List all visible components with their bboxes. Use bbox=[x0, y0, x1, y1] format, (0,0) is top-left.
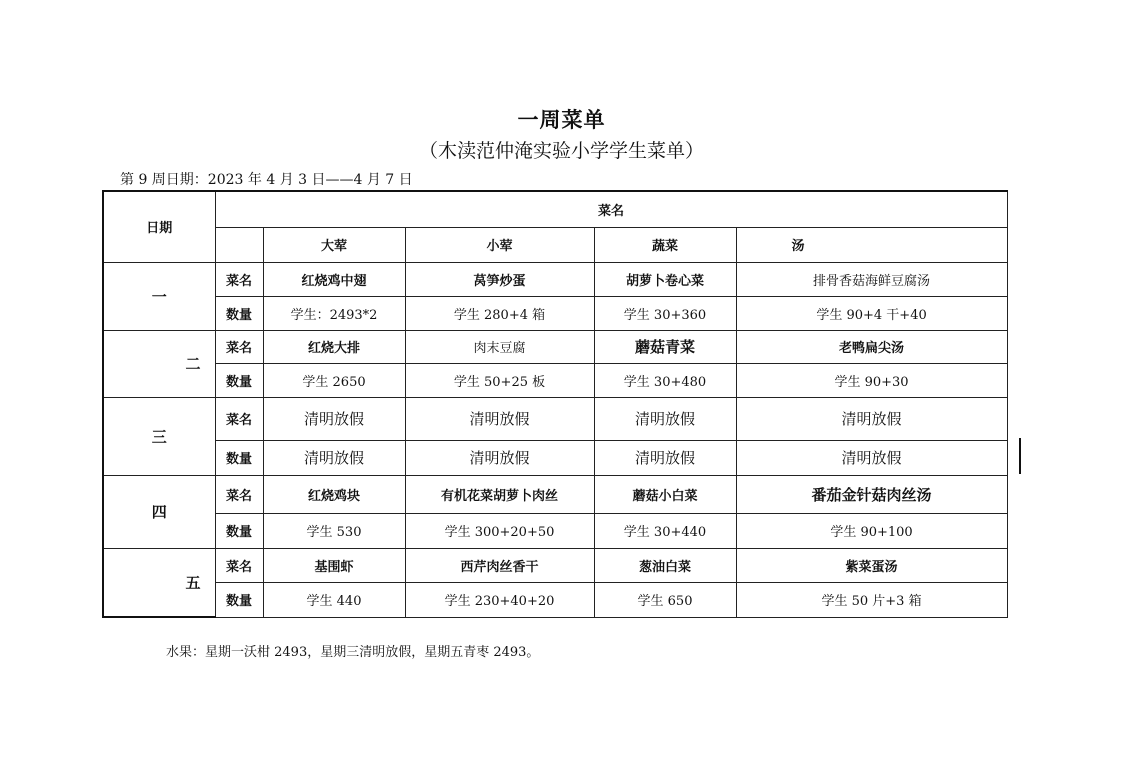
row-label-name: 菜名 bbox=[215, 475, 263, 513]
dish-cell: 清明放假 bbox=[594, 397, 736, 440]
date-header: 日期 bbox=[103, 191, 215, 262]
day-cell-thu: 四 bbox=[103, 475, 215, 548]
dish-cell: 清明放假 bbox=[736, 397, 1007, 440]
quantity-cell: 学生 90+30 bbox=[736, 363, 1007, 397]
dish-cell: 清明放假 bbox=[405, 397, 594, 440]
day-cell-fri: 五 bbox=[103, 548, 215, 617]
page-title: 一周菜单 bbox=[517, 107, 606, 132]
row-label-name: 菜名 bbox=[215, 548, 263, 582]
row-label-quantity: 数量 bbox=[215, 363, 263, 397]
dish-cell: 基围虾 bbox=[263, 548, 405, 582]
dish-cell: 排骨香菇海鲜豆腐汤 bbox=[736, 262, 1007, 296]
fruit-note: 水果：星期一沃柑 2493，星期三清明放假，星期五青枣 2493。 bbox=[166, 645, 540, 660]
dish-cell: 有机花菜胡萝卜肉丝 bbox=[405, 475, 594, 513]
quantity-cell: 清明放假 bbox=[736, 440, 1007, 475]
column-header-light-meat: 小荤 bbox=[405, 227, 594, 262]
page-subtitle: （木渎范仲淹实验小学学生菜单） bbox=[418, 140, 704, 162]
row-label-quantity: 数量 bbox=[215, 296, 263, 330]
quantity-cell: 清明放假 bbox=[263, 440, 405, 475]
quantity-cell: 学生 50+25 板 bbox=[405, 363, 594, 397]
row-label-quantity: 数量 bbox=[215, 440, 263, 475]
row-label-quantity: 数量 bbox=[215, 582, 263, 617]
dish-cell: 红烧鸡块 bbox=[263, 475, 405, 513]
dish-cell: 胡萝卜卷心菜 bbox=[594, 262, 736, 296]
dish-cell: 蘑菇小白菜 bbox=[594, 475, 736, 513]
quantity-cell: 学生 30+360 bbox=[594, 296, 736, 330]
quantity-cell: 学生 30+440 bbox=[594, 513, 736, 548]
quantity-cell: 学生 300+20+50 bbox=[405, 513, 594, 548]
row-label-name: 菜名 bbox=[215, 262, 263, 296]
dish-cell: 肉末豆腐 bbox=[405, 330, 594, 363]
quantity-cell: 清明放假 bbox=[405, 440, 594, 475]
menu-table bbox=[102, 190, 1008, 618]
quantity-cell: 学生 650 bbox=[594, 582, 736, 617]
column-header-meat: 大荤 bbox=[263, 227, 405, 262]
day-cell-mon: 一 bbox=[103, 262, 215, 330]
quantity-cell: 学生 230+40+20 bbox=[405, 582, 594, 617]
dish-cell: 西芹肉丝香干 bbox=[405, 548, 594, 582]
quantity-cell: 学生：2493*2 bbox=[263, 296, 405, 330]
dish-cell: 莴笋炒蛋 bbox=[405, 262, 594, 296]
dish-cell: 葱油白菜 bbox=[594, 548, 736, 582]
column-header-soup: 汤 bbox=[736, 227, 1007, 262]
day-cell-tue: 二 bbox=[103, 330, 215, 397]
column-header-vegetable: 蔬菜 bbox=[594, 227, 736, 262]
quantity-cell: 学生 2650 bbox=[263, 363, 405, 397]
row-label-quantity: 数量 bbox=[215, 513, 263, 548]
quantity-cell: 学生 50 片+3 箱 bbox=[736, 582, 1007, 617]
week-date-line: 第 9 周日期：2023 年 4 月 3 日——4 月 7 日 bbox=[120, 172, 413, 188]
quantity-cell: 清明放假 bbox=[594, 440, 736, 475]
quantity-cell: 学生 90+100 bbox=[736, 513, 1007, 548]
dish-cell: 红烧大排 bbox=[263, 330, 405, 363]
quantity-cell: 学生 440 bbox=[263, 582, 405, 617]
quantity-cell: 学生 280+4 箱 bbox=[405, 296, 594, 330]
row-label-name: 菜名 bbox=[215, 330, 263, 363]
quantity-cell: 学生 530 bbox=[263, 513, 405, 548]
day-cell-wed: 三 bbox=[103, 397, 215, 475]
dish-cell: 番茄金针菇肉丝汤 bbox=[736, 475, 1007, 513]
header-spacer bbox=[215, 227, 263, 262]
row-label-name: 菜名 bbox=[215, 397, 263, 440]
text-cursor-mark bbox=[1019, 438, 1021, 474]
dish-header: 菜名 bbox=[215, 191, 1007, 227]
dish-cell: 红烧鸡中翅 bbox=[263, 262, 405, 296]
quantity-cell: 学生 90+4 干+40 bbox=[736, 296, 1007, 330]
dish-cell: 老鸭扁尖汤 bbox=[736, 330, 1007, 363]
quantity-cell: 学生 30+480 bbox=[594, 363, 736, 397]
dish-cell: 清明放假 bbox=[263, 397, 405, 440]
dish-cell: 紫菜蛋汤 bbox=[736, 548, 1007, 582]
dish-cell: 蘑菇青菜 bbox=[594, 330, 736, 363]
